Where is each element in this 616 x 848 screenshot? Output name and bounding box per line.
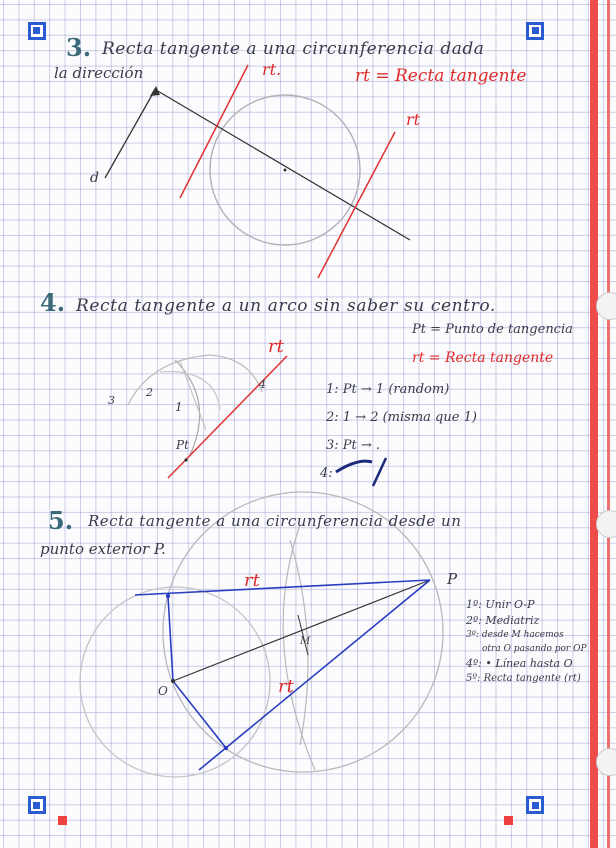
s3-perpendicular [156, 90, 410, 240]
s5-radius-bottom [173, 681, 226, 748]
s4-legend-rt: rt = Recta tangente [412, 350, 554, 366]
s3-tangent-a [180, 65, 248, 198]
s5-tangency-point-bottom [224, 746, 228, 750]
s4-step-2: 2: 1 → 2 (misma que 1) [326, 410, 477, 425]
s5-step-1: 1º: Unir O-P [466, 598, 535, 611]
s5-step-5: 5º: Recta tangente (rt) [466, 673, 581, 684]
s5-label-m: M [300, 636, 311, 647]
s5-step-2: 2º: Mediatriz [466, 614, 540, 627]
s4-number: 4. [40, 288, 66, 317]
s3-label-d: d [90, 170, 99, 186]
s4-arc-label-3: 3 [108, 394, 115, 407]
s3-legend: rt = Recta tangente [355, 66, 527, 86]
s3-tangent-b [318, 132, 395, 278]
s4-arc-label-2: 2 [146, 386, 153, 399]
s4-legend-pt: Pt = Punto de tangencia [412, 322, 573, 337]
s5-label-o: O [158, 684, 168, 698]
s3-number: 3. [66, 33, 92, 62]
s4-label-pt: Pt [176, 438, 189, 452]
s4-step-1: 1: Pt → 1 (random) [326, 382, 450, 397]
s5-label-rt-bottom: rt [278, 676, 294, 697]
s5-point-o [171, 679, 175, 683]
s5-step-3: 3º: desde M hacemos [466, 630, 564, 640]
s4-title: Recta tangente a un arco sin saber su centro. [76, 296, 496, 316]
s3-label-rt-a: rt. [262, 60, 282, 79]
s5-tangent-bottom [199, 580, 430, 770]
s5-number: 5. [48, 506, 74, 535]
s5-step-3b: otra O pasando por OP [482, 644, 587, 654]
s4-step-4: 4: [320, 466, 333, 481]
s3-center-point [284, 169, 287, 172]
s4-chord [180, 361, 206, 430]
s4-step-3: 3: Pt → . [326, 438, 381, 453]
s5-label-p: P [447, 570, 458, 588]
s5-step-4: 4º: • Línea hasta O [466, 657, 573, 670]
s3-title-line2: la dirección [54, 64, 144, 82]
s5-title-line2: punto exterior P. [40, 540, 166, 558]
s4-label-rt: rt [268, 336, 284, 357]
s3-title-line1: Recta tangente a una circunferencia dada [102, 39, 485, 59]
s5-radius-top [168, 596, 173, 681]
s4-arc-label-4: 4 [259, 378, 266, 391]
s4-step4-arc [336, 461, 372, 472]
s3-label-rt-b: rt [406, 110, 421, 129]
s5-label-rt-top: rt [244, 570, 260, 591]
s4-arc-label-1: 1 [175, 400, 183, 414]
s4-pt-point [184, 458, 187, 461]
s4-arc-3 [160, 372, 220, 410]
s5-tangency-point-top [166, 594, 170, 598]
s3-direction-line [105, 88, 156, 178]
s5-mediatrix-arc-1 [283, 525, 315, 770]
s5-circle-o [80, 587, 270, 777]
s5-title-line1: Recta tangente a una circunferencia desde un [88, 512, 462, 530]
s4-step4-line [373, 458, 386, 486]
